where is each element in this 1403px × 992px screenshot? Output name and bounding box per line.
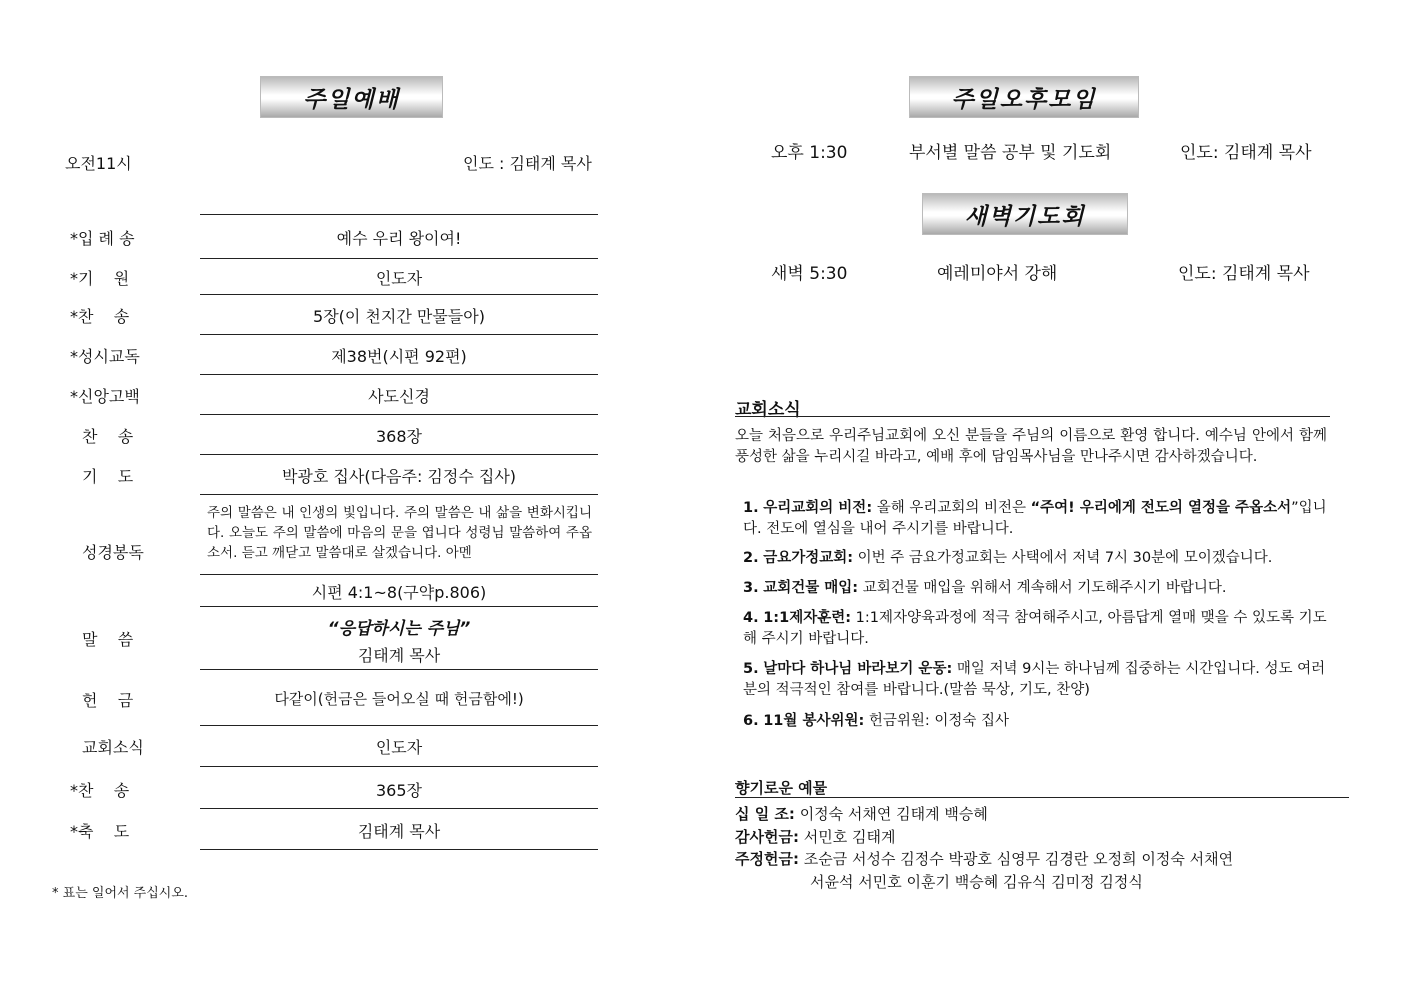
dawn-content: 예레미야서 강해 [937,264,1058,284]
row-divider [200,334,598,335]
order-label: *찬 송 [70,781,130,800]
news-item-num: 5. [743,661,759,677]
order-value: 5장(이 천지간 만물들아) [313,307,485,326]
news-item-text: ”입니다. 전도에 열심을 내어 주시기를 바랍니다. [743,500,1327,537]
news-item-num: 3. [743,580,759,596]
news-title: 교회소식 [735,400,801,420]
offering-line-names: 이정숙 서채연 김태계 백승혜 [794,805,988,823]
reading-prayer-text: 주의 말씀은 내 인생의 빛입니다. 주의 말씀은 내 삶을 변화시킵니다. 오늘도 주의 말씀에 마음의 문을 엽니다 성령님 말씀하여 주옵소서. 듣고 깨닫고 말씀대로 살겠습니다. 아멘 [207,505,592,561]
offering-line [810,871,1143,893]
row-divider [200,214,598,215]
dawn-banner-text: 새벽기도회 [964,203,1086,230]
dawn-leader: 인도: 김태계 목사 [1178,264,1310,284]
news-item-text: 1:1제자양육과정에 적극 참여해주시고, 아름답게 열매 맺을 수 있도록 기도해 주시기 바랍니다. [743,610,1327,647]
news-item [743,608,1330,650]
order-value: 368장 [376,427,422,446]
afternoon-banner [909,76,1139,118]
order-value: 예수 우리 왕이여! [336,229,462,248]
offering-line-label: 십 일 조: [735,805,795,823]
news-item-head: 우리교회의 비전: [763,500,873,516]
sermon-preacher: 김태계 목사 [357,646,441,665]
offering-line-label: 주정헌금: [735,850,799,868]
dawn-time: 새벽 5:30 [771,264,848,284]
news-item [743,711,1333,732]
offering-line [735,848,1233,870]
news-item-text: 올해 우리교회의 비전은 [872,500,1031,516]
sermon-title: “응답하시는 주님” [327,619,471,639]
row-divider [200,849,598,850]
worship-banner-text: 주일예배 [303,86,400,113]
news-item-num: 1. [743,500,759,516]
news-item-head: 1:1제자훈련: [763,610,852,626]
offerings-title: 향기로운 예물 [735,779,828,797]
news-item-text: 이번 주 금요가정교회는 사택에서 저녁 7시 30분에 모이겠습니다. [853,550,1273,566]
row-divider [200,808,598,809]
afternoon-content: 부서별 말씀 공부 및 기도회 [909,143,1112,163]
order-label: *입 례 송 [70,229,135,248]
news-intro: 오늘 처음으로 우리주님교회에 오신 분들을 주님의 이름으로 환영 합니다. 예수님 안에서 함께 풍성한 삶을 누리시길 바라고, 예배 후에 담임목사님을 만나주시면 감사하겠습니다. [735,428,1327,465]
standing-footnote: * 표는 일어서 주십시오. [52,886,189,901]
row-divider [200,494,598,495]
worship-leader: 인도 : 김태계 목사 [463,154,592,173]
order-label: *기 원 [70,269,130,288]
reading-passage: 시편 4:1~8(구약p.806) [311,583,487,602]
reading-label: 성경봉독 [82,543,144,562]
offering-line-names: 서민호 김태계 [798,828,896,846]
worship-time: 오전11시 [65,154,132,173]
afternoon-leader: 인도: 김태계 목사 [1180,143,1312,163]
news-item-head: 교회건물 매입: [763,580,859,596]
row-divider [200,606,598,607]
news-item-num: 6. [743,713,759,729]
row-divider [200,574,598,575]
order-value: 김태계 목사 [357,822,441,841]
news-item [743,548,1333,569]
row-divider [200,294,598,295]
order-label: 교회소식 [82,738,144,757]
offering-line [735,826,895,848]
order-value: 박광호 집사(다음주: 김정수 집사) [281,467,517,486]
sermon-label: 말 씀 [82,630,134,649]
news-item-text: 교회건물 매입을 위해서 계속해서 기도해주시기 바랍니다. [858,580,1227,596]
news-item-num: 2. [743,550,759,566]
dawn-banner [922,193,1128,235]
row-divider [200,454,598,455]
order-label: *신앙고백 [70,387,140,406]
news-item-bold: “주여! 우리에게 전도의 열정을 주옵소서 [1030,500,1292,516]
worship-banner [260,76,443,118]
news-item [743,498,1330,540]
offering-line [735,803,988,825]
row-divider [200,258,598,259]
row-divider [200,374,598,375]
order-label: 기 도 [82,467,134,486]
order-label: 찬 송 [82,427,134,446]
offering-value: 다같이(헌금은 들어오실 때 헌금함에!) [274,690,524,708]
order-label: *찬 송 [70,307,130,326]
offering-line-label: 감사헌금: [735,828,799,846]
order-value: 제38번(시편 92편) [331,347,467,366]
order-value: 인도자 [375,269,423,288]
news-rule [735,416,1330,417]
news-item-head: 11월 봉사위원: [763,713,865,729]
row-divider [200,766,598,767]
news-item [743,659,1330,701]
row-divider [200,414,598,415]
order-value: 사도신경 [368,387,430,406]
offerings-rule [735,797,1349,798]
offering-label: 헌 금 [82,691,134,710]
row-divider [200,725,598,726]
news-item-text: 헌금위원: 이정숙 집사 [864,713,1010,729]
order-label: *성시교독 [70,347,140,366]
order-label: *축 도 [70,822,130,841]
afternoon-banner-text: 주일오후모임 [951,86,1097,113]
row-divider [200,669,598,670]
order-value: 인도자 [375,738,423,757]
news-item-head: 금요가정교회: [763,550,854,566]
news-item-num: 4. [743,610,759,626]
offering-line-names: 조순금 서성수 김정수 박광호 심영무 김경란 오정희 이정숙 서채연 [798,850,1234,868]
news-item [743,578,1333,599]
afternoon-time: 오후 1:30 [771,143,848,163]
order-value: 365장 [376,781,422,800]
offering-line-names: 서윤석 서민호 이훈기 백승혜 김유식 김미정 김정식 [810,873,1143,891]
news-item-head: 날마다 하나님 바라보기 운동: [763,661,953,677]
news-item-text: 매일 저녁 9시는 하나님께 집중하는 시간입니다. 성도 여러분의 적극적인 참여를 바랍니다.(말씀 묵상, 기도, 찬양) [743,661,1326,698]
